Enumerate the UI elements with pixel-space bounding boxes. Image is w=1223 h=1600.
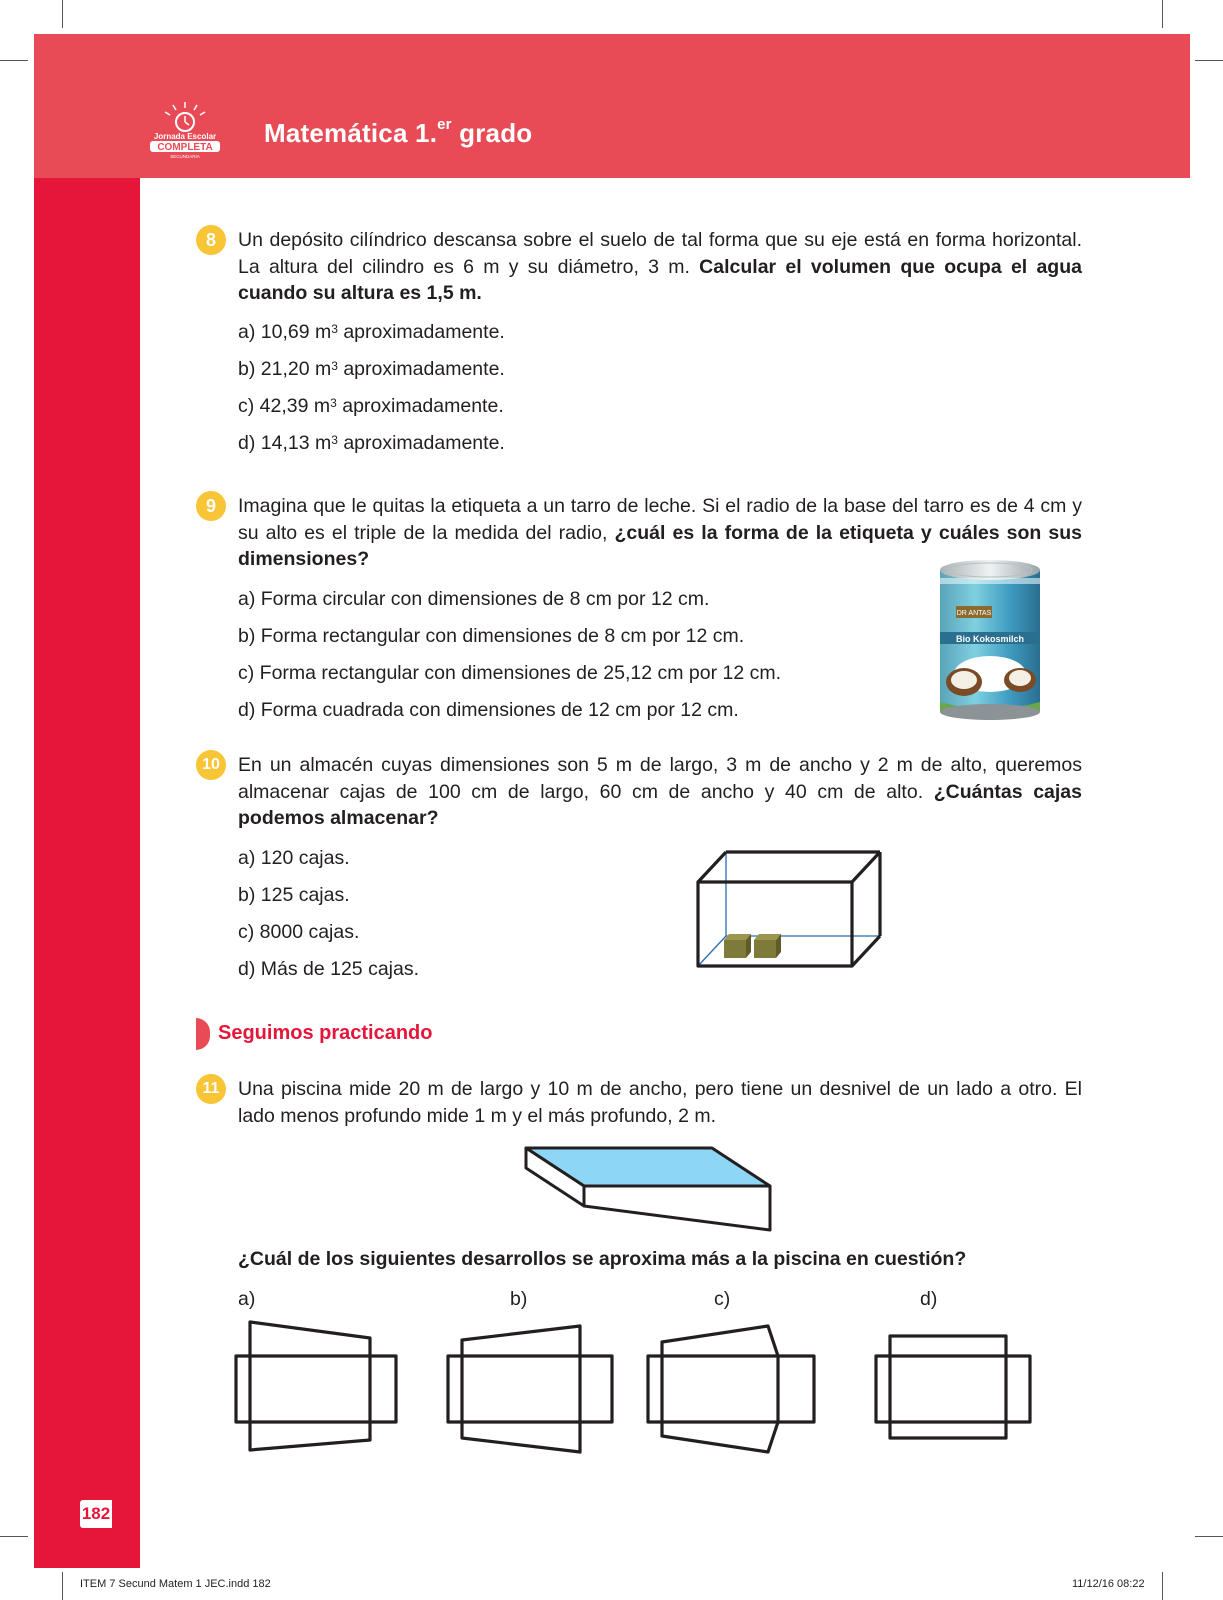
footer-file-info: ITEM 7 Secund Matem 1 JEC.indd 182 xyxy=(80,1578,271,1590)
q10-option-c: c) 8000 cajas. xyxy=(238,921,360,943)
page-number: 182 xyxy=(80,1500,112,1528)
question-11-text: Una piscina mide 20 m de largo y 10 m de ancho, pero tiene un desnivel de un lado a otro. El lado menos profundo mide 1 m y el más profundo, 2 m. xyxy=(238,1078,1082,1127)
crop-mark xyxy=(1195,1536,1223,1537)
warehouse-box-diagram xyxy=(690,848,886,974)
svg-text:Jornada Escolar: Jornada Escolar xyxy=(153,132,217,141)
net-option-a xyxy=(232,1318,402,1456)
q8-option-d: d) 14,13 $m^3$ aproximadamente. xyxy=(238,432,505,454)
svg-text:DR ANTAS: DR ANTAS xyxy=(956,610,992,617)
q9-option-d: d) Forma cuadrada con dimensiones de 12 cm por 12 cm. xyxy=(238,699,739,721)
net-label-d: d) xyxy=(920,1288,938,1310)
q8-option-a: a) 10,69 $m^3$ aproximadamente. xyxy=(238,321,505,343)
svg-text:SECUNDARIA: SECUNDARIA xyxy=(170,154,200,159)
milk-can-image xyxy=(934,556,1046,728)
crop-mark xyxy=(1195,60,1223,61)
crop-mark xyxy=(62,1572,63,1600)
question-number-badge: 10 xyxy=(196,750,226,780)
q8-option-b: b) 21,20 $m^3$ aproximadamente. xyxy=(238,358,505,380)
crop-mark xyxy=(62,0,63,28)
crop-mark xyxy=(0,1536,28,1537)
q10-option-d: d) Más de 125 cajas. xyxy=(238,958,420,980)
question-8-text: Un depósito cilíndrico descansa sobre el suelo de tal forma que su eje está en forma horizontal. La altura del cilindro es 6 m y su diámetro, 3 m. Calcular el volumen que ocupa el agua cuando su altura es 1,5 m. xyxy=(238,229,1082,304)
footer-timestamp: 11/12/16 08:22 xyxy=(1072,1578,1145,1590)
question-10-text: En un almacén cuyas dimensiones son 5 m de largo, 3 m de ancho y 2 m de alto, queremos almacenar cajas de 100 cm de largo, 60 cm de ancho y 40 cm de alto. ¿Cuántas cajas podemos almacenar? xyxy=(238,754,1083,829)
question-number-badge: 11 xyxy=(196,1074,226,1104)
net-label-b: b) xyxy=(510,1288,528,1310)
question-number-badge: 8 xyxy=(196,225,226,255)
net-label-a: a) xyxy=(238,1288,256,1310)
left-margin-band xyxy=(34,178,140,1568)
section-marker-icon xyxy=(196,1018,210,1050)
q9-option-b: b) Forma rectangular con dimensiones de 8 cm por 12 cm. xyxy=(238,625,745,647)
q10-option-a: a) 120 cajas. xyxy=(238,847,350,869)
crop-mark xyxy=(0,60,28,61)
q9-option-c: c) Forma rectangular con dimensiones de 25,12 cm por 12 cm. xyxy=(238,662,782,684)
net-option-c xyxy=(644,1318,818,1456)
question-number-badge: 9 xyxy=(196,491,226,521)
q8-option-c: c) 42,39 $m^3$ aproximadamente. xyxy=(238,395,504,417)
jornada-escolar-logo xyxy=(146,100,224,160)
q9-option-a: a) Forma circular con dimensiones de 8 cm por 12 cm. xyxy=(238,588,710,610)
pool-diagram xyxy=(524,1144,774,1234)
svg-text:Bio Kokosmilch: Bio Kokosmilch xyxy=(955,634,1025,644)
crop-mark xyxy=(1162,1572,1163,1600)
stored-box-icon xyxy=(724,934,781,958)
net-label-c: c) xyxy=(714,1288,731,1310)
net-option-d xyxy=(872,1322,1034,1442)
page-header-title: Matemática 1.$^{er}$ grado xyxy=(264,116,533,148)
q10-option-b: b) 125 cajas. xyxy=(238,884,350,906)
net-option-b xyxy=(444,1318,616,1456)
crop-mark xyxy=(1162,0,1163,28)
svg-text:COMPLETA: COMPLETA xyxy=(157,142,213,153)
section-title: Seguimos practicando xyxy=(218,1022,433,1044)
question-11-prompt: ¿Cuál de los siguientes desarrollos se aproxima más a la piscina en cuestión? xyxy=(238,1248,967,1270)
question-9-text: Imagina que le quitas la etiqueta a un tarro de leche. Si el radio de la base del tarro es de 4 cm y su alto es el triple de la medida del radio, ¿cuál es la forma de la etiqueta y cuáles son sus dimensiones? xyxy=(238,495,1082,570)
